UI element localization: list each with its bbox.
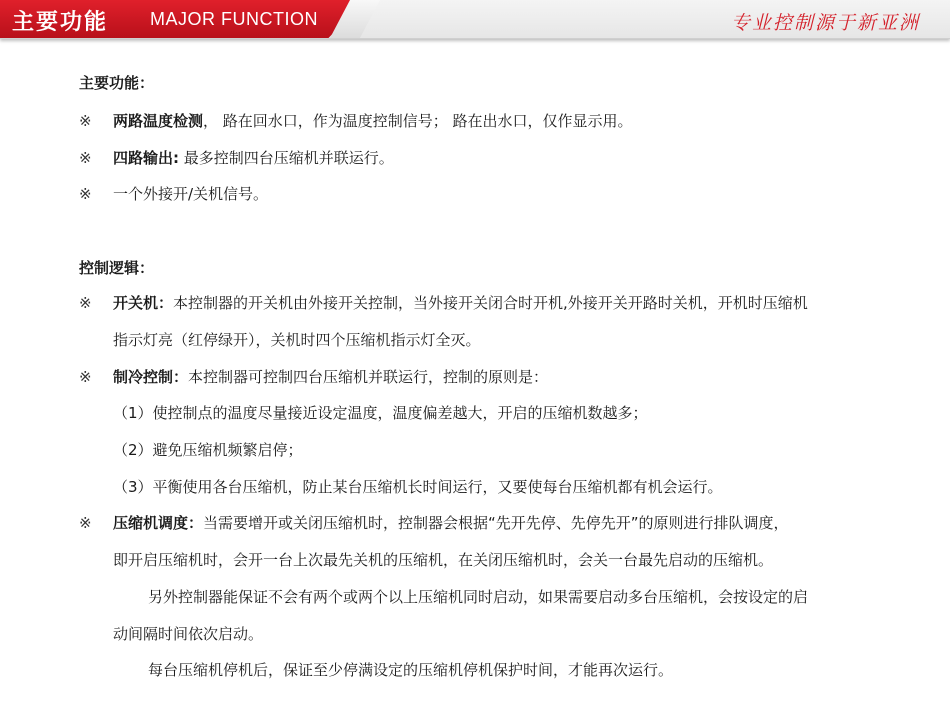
item-text: 一个外接开/关机信号。 [113, 185, 269, 203]
onoff-text: 本控制器的开关机由外接开关控制，当外接开关闭合时开机,外接开关开路时关机，开机时压缩机 [173, 294, 808, 312]
cooling-text: 本控制器可控制四台压缩机并联运行，控制的原则是： [188, 368, 549, 386]
cooling-label: 制冷控制： [113, 368, 189, 386]
cooling-rule-2: （2）避免压缩机频繁启停； [113, 441, 303, 459]
onoff-label: 开关机： [113, 294, 174, 312]
section1-item-1 [113, 111, 633, 131]
bullet-mark: ※ [79, 368, 92, 386]
item-text: 最多控制四台压缩机并联运行。 [179, 149, 394, 167]
header-title-en: MAJOR FUNCTION [150, 9, 318, 29]
cooling-line-1 [113, 367, 548, 387]
scheduling-line-2: 即开启压缩机时，会开一台上次最先关机的压缩机，在关闭压缩机时，会关一台最先启动的压缩机。 [113, 551, 774, 569]
scheduling-label: 压缩机调度： [113, 514, 204, 532]
bullet-mark: ※ [79, 112, 92, 130]
header-slogan: 专业控制源于新亚洲 [730, 12, 920, 34]
item-bold-label: 四路输出: [113, 149, 179, 167]
header-title-cn: 主要功能 [12, 9, 109, 35]
section1-heading: 主要功能： [79, 74, 155, 92]
bullet-mark: ※ [79, 185, 92, 203]
section2-heading: 控制逻辑： [79, 259, 155, 277]
item-text: ， 路在回水口，作为温度控制信号； 路在出水口，仅作显示用。 [203, 112, 633, 130]
cooling-rule-1: （1）使控制点的温度尽量接近设定温度，温度偏差越大，开启的压缩机数越多； [113, 404, 648, 422]
cooling-rule-3: （3）平衡使用各台压缩机，防止某台压缩机长时间运行，又要使每台压缩机都有机会运行。 [113, 478, 723, 496]
onoff-line-2: 指示灯亮（红停绿开），关机时四个压缩机指示灯全灭。 [113, 331, 481, 349]
onoff-line-1 [113, 293, 808, 313]
scheduling-line-1 [113, 513, 789, 533]
item-bold-label: 两路温度检测 [113, 112, 204, 130]
scheduling-line-3: 另外控制器能保证不会有两个或两个以上压缩机同时启动，如果需要启动多台压缩机，会按设定的启 [148, 588, 809, 606]
bullet-mark: ※ [79, 149, 92, 167]
scheduling-line-5: 每台压缩机停机后，保证至少停满设定的压缩机停机保护时间，才能再次运行。 [148, 661, 674, 679]
scheduling-text: 当需要增开或关闭压缩机时，控制器会根据“先开先停、先停先开”的原则进行排队调度， [203, 514, 789, 532]
scheduling-line-4: 动间隔时间依次启动。 [113, 625, 264, 643]
section1-item-3 [113, 184, 268, 204]
bullet-mark: ※ [79, 514, 92, 532]
section1-item-2 [113, 148, 394, 168]
bullet-mark: ※ [79, 294, 92, 312]
